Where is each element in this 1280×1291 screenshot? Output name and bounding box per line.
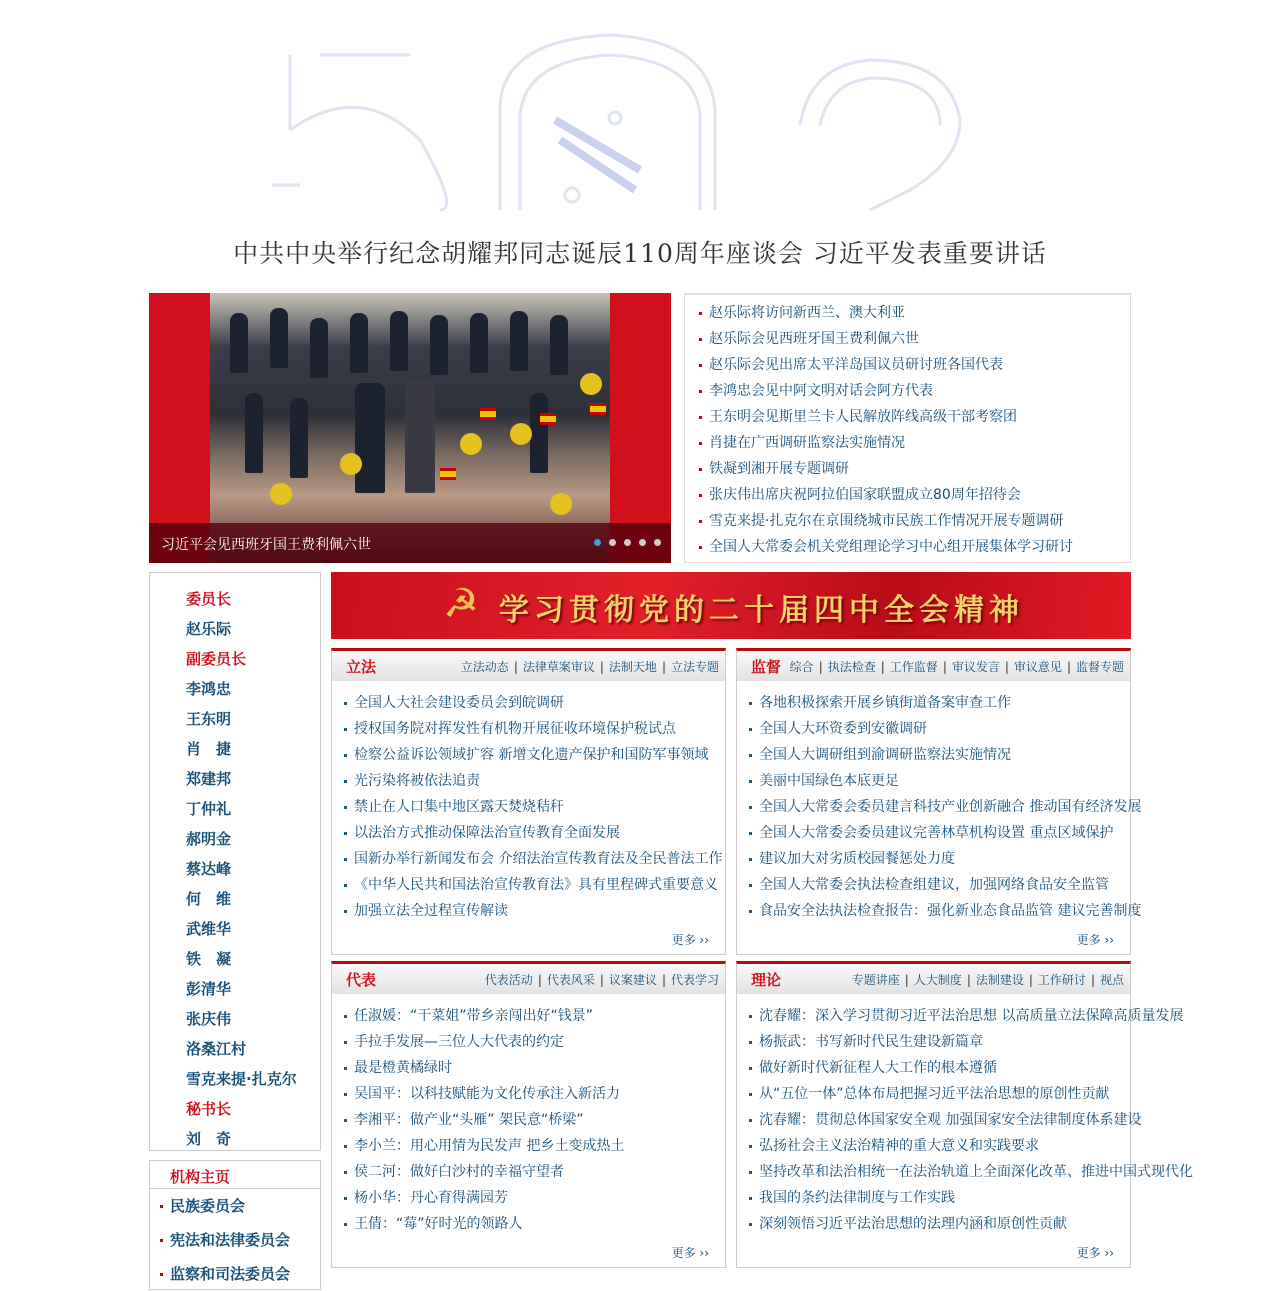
news-item[interactable]: 手拉手发展—三位人大代表的约定 [344,1029,714,1055]
panel-tab-link[interactable]: 法律草案审议 [522,660,595,674]
panel-header [737,964,1130,994]
panel-tab-link[interactable]: 综合 [789,660,814,674]
panel-tabs [485,971,719,988]
news-item[interactable]: 以法治方式推动保障法治宣传教育全面发展 [344,820,714,846]
separator: | [1066,660,1071,674]
news-item[interactable]: 全国人大常委会机关党组理论学习中心组开展集体学习研讨 [699,534,1130,560]
panel-title[interactable]: 监督 [751,658,782,676]
institution-link[interactable]: 宪法和法律委员会 [150,1223,320,1257]
panel-tab-link[interactable]: 审议发言 [951,660,1000,674]
carousel-caption[interactable]: 习近平会见西班牙国王费利佩六世 [161,537,371,553]
top-news-list [684,293,1131,563]
sidebar-title: 秘书长 [186,1100,232,1118]
section-panel-3 [736,961,1193,1268]
leaders-sidebar [149,572,321,1151]
carousel-dot[interactable] [654,539,661,546]
panel-news-list [737,994,1193,1237]
news-item[interactable]: 坚持改革和法治相统一在法治轨道上全面深化改革、推进中国式现代化 [749,1159,1119,1185]
news-item[interactable]: 各地积极探索开展乡镇街道备案审查工作 [749,690,1119,716]
news-item[interactable]: 从“五位一体”总体布局把握习近平法治思想的原创性贡献 [749,1081,1119,1107]
separator: | [880,660,885,674]
panel-news-list [332,681,725,924]
news-item[interactable]: 做好新时代新征程人大工作的根本遵循 [749,1055,1119,1081]
news-item[interactable]: 美丽中国绿色本底更足 [749,768,1119,794]
panel-header [332,651,725,681]
panel-news-list [737,681,1142,924]
sidebar-leader-link[interactable]: 何 维 [186,890,232,908]
more-link[interactable]: 更多 ›› [1076,933,1114,947]
news-item[interactable]: 授权国务院对挥发性有机物开展征收环境保护税试点 [344,716,714,742]
sidebar-leader-link[interactable]: 洛桑江村 [186,1040,247,1058]
separator: | [818,660,823,674]
study-banner[interactable] [331,572,1131,639]
sidebar-leader-link[interactable]: 王东明 [186,710,232,728]
panel-tab-link[interactable]: 审议意见 [1013,660,1062,674]
news-item[interactable]: 禁止在人口集中地区露天焚烧秸秆 [344,794,714,820]
panel-tab-link[interactable]: 代表风采 [546,973,595,987]
news-item[interactable]: 杨振武：书写新时代民生建设新篇章 [749,1029,1119,1055]
more-link[interactable]: 更多 ›› [671,933,709,947]
section-panel-2 [331,961,726,1268]
section-panel-0 [331,648,726,955]
news-item[interactable]: 全国人大常委会执法检查组建议，加强网络食品安全监管 [749,872,1119,898]
separator: | [661,660,666,674]
separator: | [599,660,604,674]
sidebar-title: 副委员长 [186,650,247,668]
sidebar-leader-link[interactable]: 刘 奇 [186,1130,232,1148]
sidebar-leader-link[interactable]: 李鸿忠 [186,680,232,698]
institution-link[interactable]: 监察和司法委员会 [150,1257,320,1291]
separator: | [1090,973,1095,987]
news-item[interactable]: 侯二河：做好白沙村的幸福守望者 [344,1159,714,1185]
separator: | [513,660,518,674]
news-item[interactable]: 全国人大常委会委员建议完善林草机构设置 重点区域保护 [749,820,1119,846]
separator: | [942,660,947,674]
sidebar-leader-link[interactable]: 张庆伟 [186,1010,232,1028]
sidebar-leader-link[interactable]: 蔡达峰 [186,860,232,878]
news-item[interactable]: 张庆伟出席庆祝阿拉伯国家联盟成立80周年招待会 [699,482,1130,508]
panel-header [737,651,1130,681]
institutions-box [149,1160,321,1290]
panel-tab-link[interactable]: 专题讲座 [851,973,900,987]
news-item[interactable]: 检察公益诉讼领域扩容 新增文化遗产保护和国防军事领域 [344,742,714,768]
news-item[interactable]: 任淑媛：“干菜姐”带乡亲闯出好“钱景” [344,1003,714,1029]
separator: | [537,973,542,987]
institution-link[interactable]: 民族委员会 [150,1189,320,1223]
panel-header [332,964,725,994]
panel-tab-link[interactable]: 监督专题 [1075,660,1124,674]
panel-title[interactable]: 理论 [751,971,782,989]
news-item[interactable]: 李湘平：做产业“头雁” 架民意“桥梁” [344,1107,714,1133]
sidebar-leader-link[interactable]: 赵乐际 [186,620,232,638]
news-item[interactable]: 全国人大常委会委员建言科技产业创新融合 推动国有经济发展 [749,794,1119,820]
sidebar-leader-link[interactable]: 丁仲礼 [186,800,232,818]
panel-tab-link[interactable]: 代表活动 [484,973,533,987]
news-item[interactable]: 杨小华：丹心育得满园芳 [344,1185,714,1211]
news-item[interactable]: 《中华人民共和国法治宣传教育法》具有里程碑式重要意义 [344,872,714,898]
news-item[interactable]: 弘扬社会主义法治精神的重大意义和实践要求 [749,1133,1119,1159]
sidebar-leader-link[interactable]: 雪克来提·扎克尔 [186,1070,297,1088]
panel-tabs [461,658,719,675]
separator: | [1028,973,1033,987]
sidebar-leader-link[interactable]: 郝明金 [186,830,232,848]
decorative-502-graphic [260,20,980,210]
panel-tab-link[interactable]: 立法动态 [460,660,509,674]
news-item[interactable]: 最是橙黄橘绿时 [344,1055,714,1081]
panel-tab-link[interactable]: 代表学习 [670,973,719,987]
separator: | [661,973,666,987]
news-item[interactable]: 食品安全法执法检查报告：强化新业态食品监管 建议完善制度 [749,898,1119,924]
panel-tab-link[interactable]: 视点 [1099,973,1124,987]
section-panel-1 [736,648,1142,955]
panel-news-list [332,994,725,1237]
panel-title[interactable]: 立法 [346,658,377,676]
news-item[interactable]: 王倩：“莓”好时光的领路人 [344,1211,714,1237]
panel-tabs [852,971,1124,988]
news-item[interactable]: 赵乐际会见出席太平洋岛国议员研讨班各国代表 [699,352,1130,378]
sidebar-leader-link[interactable]: 郑建邦 [186,770,232,788]
sidebar-leader-link[interactable]: 铁 凝 [186,950,232,968]
carousel-dot[interactable] [594,539,601,546]
news-item[interactable]: 李鸿忠会见中阿文明对话会阿方代表 [699,378,1130,404]
panel-tabs [790,658,1124,675]
news-item[interactable]: 国新办举行新闻发布会 介绍法治宣传教育法及全民普法工作 [344,846,714,872]
news-item[interactable]: 李小兰：用心用情为民发声 把乡土变成热土 [344,1133,714,1159]
more-link[interactable]: 更多 ›› [671,1246,709,1260]
panel-tab-link[interactable]: 执法检查 [827,660,876,674]
panel-tab-link[interactable]: 法制建设 [975,973,1024,987]
panel-tab-link[interactable]: 工作监督 [889,660,938,674]
headline[interactable]: 中共中央举行纪念胡耀邦同志诞辰110周年座谈会 习近平发表重要讲话 [233,239,1047,268]
news-item[interactable]: 铁凝到湘开展专题调研 [699,456,1130,482]
news-item[interactable]: 吴国平：以科技赋能为文化传承注入新活力 [344,1081,714,1107]
news-item[interactable]: 全国人大社会建设委员会到皖调研 [344,690,714,716]
separator: | [966,973,971,987]
separator: | [1004,660,1009,674]
sidebar-leader-link[interactable]: 肖 捷 [186,740,232,758]
news-item[interactable]: 赵乐际将访问新西兰、澳大利亚 [699,300,1130,326]
news-item[interactable]: 沈春耀：深入学习贯彻习近平法治思想 以高质量立法保障高质量发展 [749,1003,1119,1029]
banner-text: 学习贯彻党的二十届四中全会精神 [499,593,1024,628]
carousel-caption-bar [149,523,671,563]
sidebar-leader-link[interactable]: 武维华 [186,920,232,938]
panel-tab-link[interactable]: 议案建议 [608,973,657,987]
carousel-dot[interactable] [609,539,616,546]
news-item[interactable]: 沈春耀：贯彻总体国家安全观 加强国家安全法律制度体系建设 [749,1107,1119,1133]
news-item[interactable]: 王东明会见斯里兰卡人民解放阵线高级干部考察团 [699,404,1130,430]
panel-tab-link[interactable]: 法制天地 [608,660,657,674]
photo-carousel[interactable] [149,293,671,563]
carousel-dot[interactable] [639,539,646,546]
news-item[interactable]: 全国人大调研组到渝调研监察法实施情况 [749,742,1119,768]
institutions-title: 机构主页 [150,1161,320,1189]
news-item[interactable]: 光污染将被依法追责 [344,768,714,794]
news-item[interactable]: 加强立法全过程宣传解读 [344,898,714,924]
carousel-dot[interactable] [624,539,631,546]
panel-title[interactable]: 代表 [346,971,377,989]
sidebar-title: 委员长 [186,590,232,608]
panel-tab-link[interactable]: 工作研讨 [1037,973,1086,987]
sidebar-leader-link[interactable]: 彭清华 [186,980,232,998]
panel-tab-link[interactable]: 人大制度 [913,973,962,987]
more-link[interactable]: 更多 ›› [1076,1246,1114,1260]
panel-tab-link[interactable]: 立法专题 [670,660,719,674]
party-emblem-icon: ☭ [443,581,479,627]
news-item[interactable]: 赵乐际会见西班牙国王费利佩六世 [699,326,1130,352]
news-item[interactable]: 我国的条约法律制度与工作实践 [749,1185,1119,1211]
separator: | [904,973,909,987]
news-item[interactable]: 雪克来提·扎克尔在京围绕城市民族工作情况开展专题调研 [699,508,1130,534]
carousel-dots[interactable] [594,539,661,546]
news-item[interactable]: 肖捷在广西调研监察法实施情况 [699,430,1130,456]
news-item[interactable]: 深刻领悟习近平法治思想的法理内涵和原创性贡献 [749,1211,1119,1237]
separator: | [599,973,604,987]
news-item[interactable]: 建议加大对劣质校园餐惩处力度 [749,846,1119,872]
news-item[interactable]: 全国人大环资委到安徽调研 [749,716,1119,742]
